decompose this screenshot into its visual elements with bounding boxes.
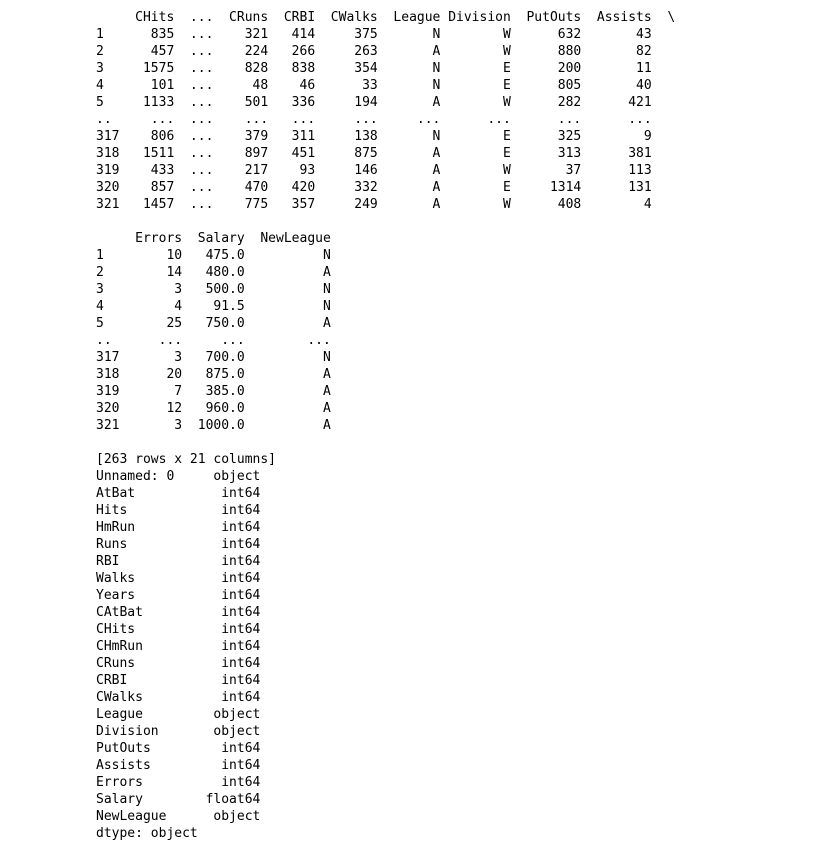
dtype-row: Years int64	[96, 588, 261, 603]
dtype-row: Errors int64	[96, 775, 261, 790]
dtype-row: CAtBat int64	[96, 605, 261, 620]
dtype-row: RBI int64	[96, 554, 261, 569]
table2-row: 319 7 385.0 A	[96, 384, 331, 399]
dtype-row: PutOuts int64	[96, 741, 261, 756]
dtype-row: Division object	[96, 724, 261, 739]
table1-row: 4 101 ... 48 46 33 N E 805 40	[96, 78, 652, 93]
table2-row: 5 25 750.0 A	[96, 316, 331, 331]
table2-row: 321 3 1000.0 A	[96, 418, 331, 433]
dtype-row: Unnamed: 0 object	[96, 469, 261, 484]
dtype-row: CHmRun int64	[96, 639, 261, 654]
dtype-row: League object	[96, 707, 261, 722]
table1-row: 2 457 ... 224 266 263 A W 880 82	[96, 44, 652, 59]
dtype-row: CWalks int64	[96, 690, 261, 705]
table2-row: 317 3 700.0 N	[96, 350, 331, 365]
table1-header-line: CHits ... CRuns CRBI CWalks League Division PutOuts Assists \	[96, 10, 676, 25]
table2-header-line: Errors Salary NewLeague	[96, 231, 331, 246]
dtype-row: AtBat int64	[96, 486, 261, 501]
table2-row: 320 12 960.0 A	[96, 401, 331, 416]
dtype-row: CHits int64	[96, 622, 261, 637]
dtype-row: HmRun int64	[96, 520, 261, 535]
dtype-row: Assists int64	[96, 758, 261, 773]
dtype-row: Walks int64	[96, 571, 261, 586]
dtype-row: Hits int64	[96, 503, 261, 518]
dtype-row: NewLeague object	[96, 809, 261, 824]
table1-row: 317 806 ... 379 311 138 N E 325 9	[96, 129, 652, 144]
table2-row: 2 14 480.0 A	[96, 265, 331, 280]
table1-row: 1 835 ... 321 414 375 N W 632 43	[96, 27, 652, 42]
shape-line: [263 rows x 21 columns]	[96, 452, 277, 467]
table1-row: 321 1457 ... 775 357 249 A W 408 4	[96, 197, 652, 212]
table2-ellipsis-row: .. ... ... ...	[96, 333, 331, 348]
dtype-row: Runs int64	[96, 537, 261, 552]
table2-row: 3 3 500.0 N	[96, 282, 331, 297]
dtype-row: CRBI int64	[96, 673, 261, 688]
table2-row: 318 20 875.0 A	[96, 367, 331, 382]
table1-row: 3 1575 ... 828 838 354 N E 200 11	[96, 61, 652, 76]
dtype-row: CRuns int64	[96, 656, 261, 671]
table1-row: 320 857 ... 470 420 332 A E 1314 131	[96, 180, 652, 195]
dtype-row: Salary float64	[96, 792, 261, 807]
table2-row: 1 10 475.0 N	[96, 248, 331, 263]
table1-row: 319 433 ... 217 93 146 A W 37 113	[96, 163, 652, 178]
table1-ellipsis-row: .. ... ... ... ... ... ... ... ... ...	[96, 112, 652, 127]
dtype-footer-line: dtype: object	[96, 826, 198, 841]
table2-row: 4 4 91.5 N	[96, 299, 331, 314]
table1-row: 5 1133 ... 501 336 194 A W 282 421	[96, 95, 652, 110]
table1-row: 318 1511 ... 897 451 875 A E 313 381	[96, 146, 652, 161]
